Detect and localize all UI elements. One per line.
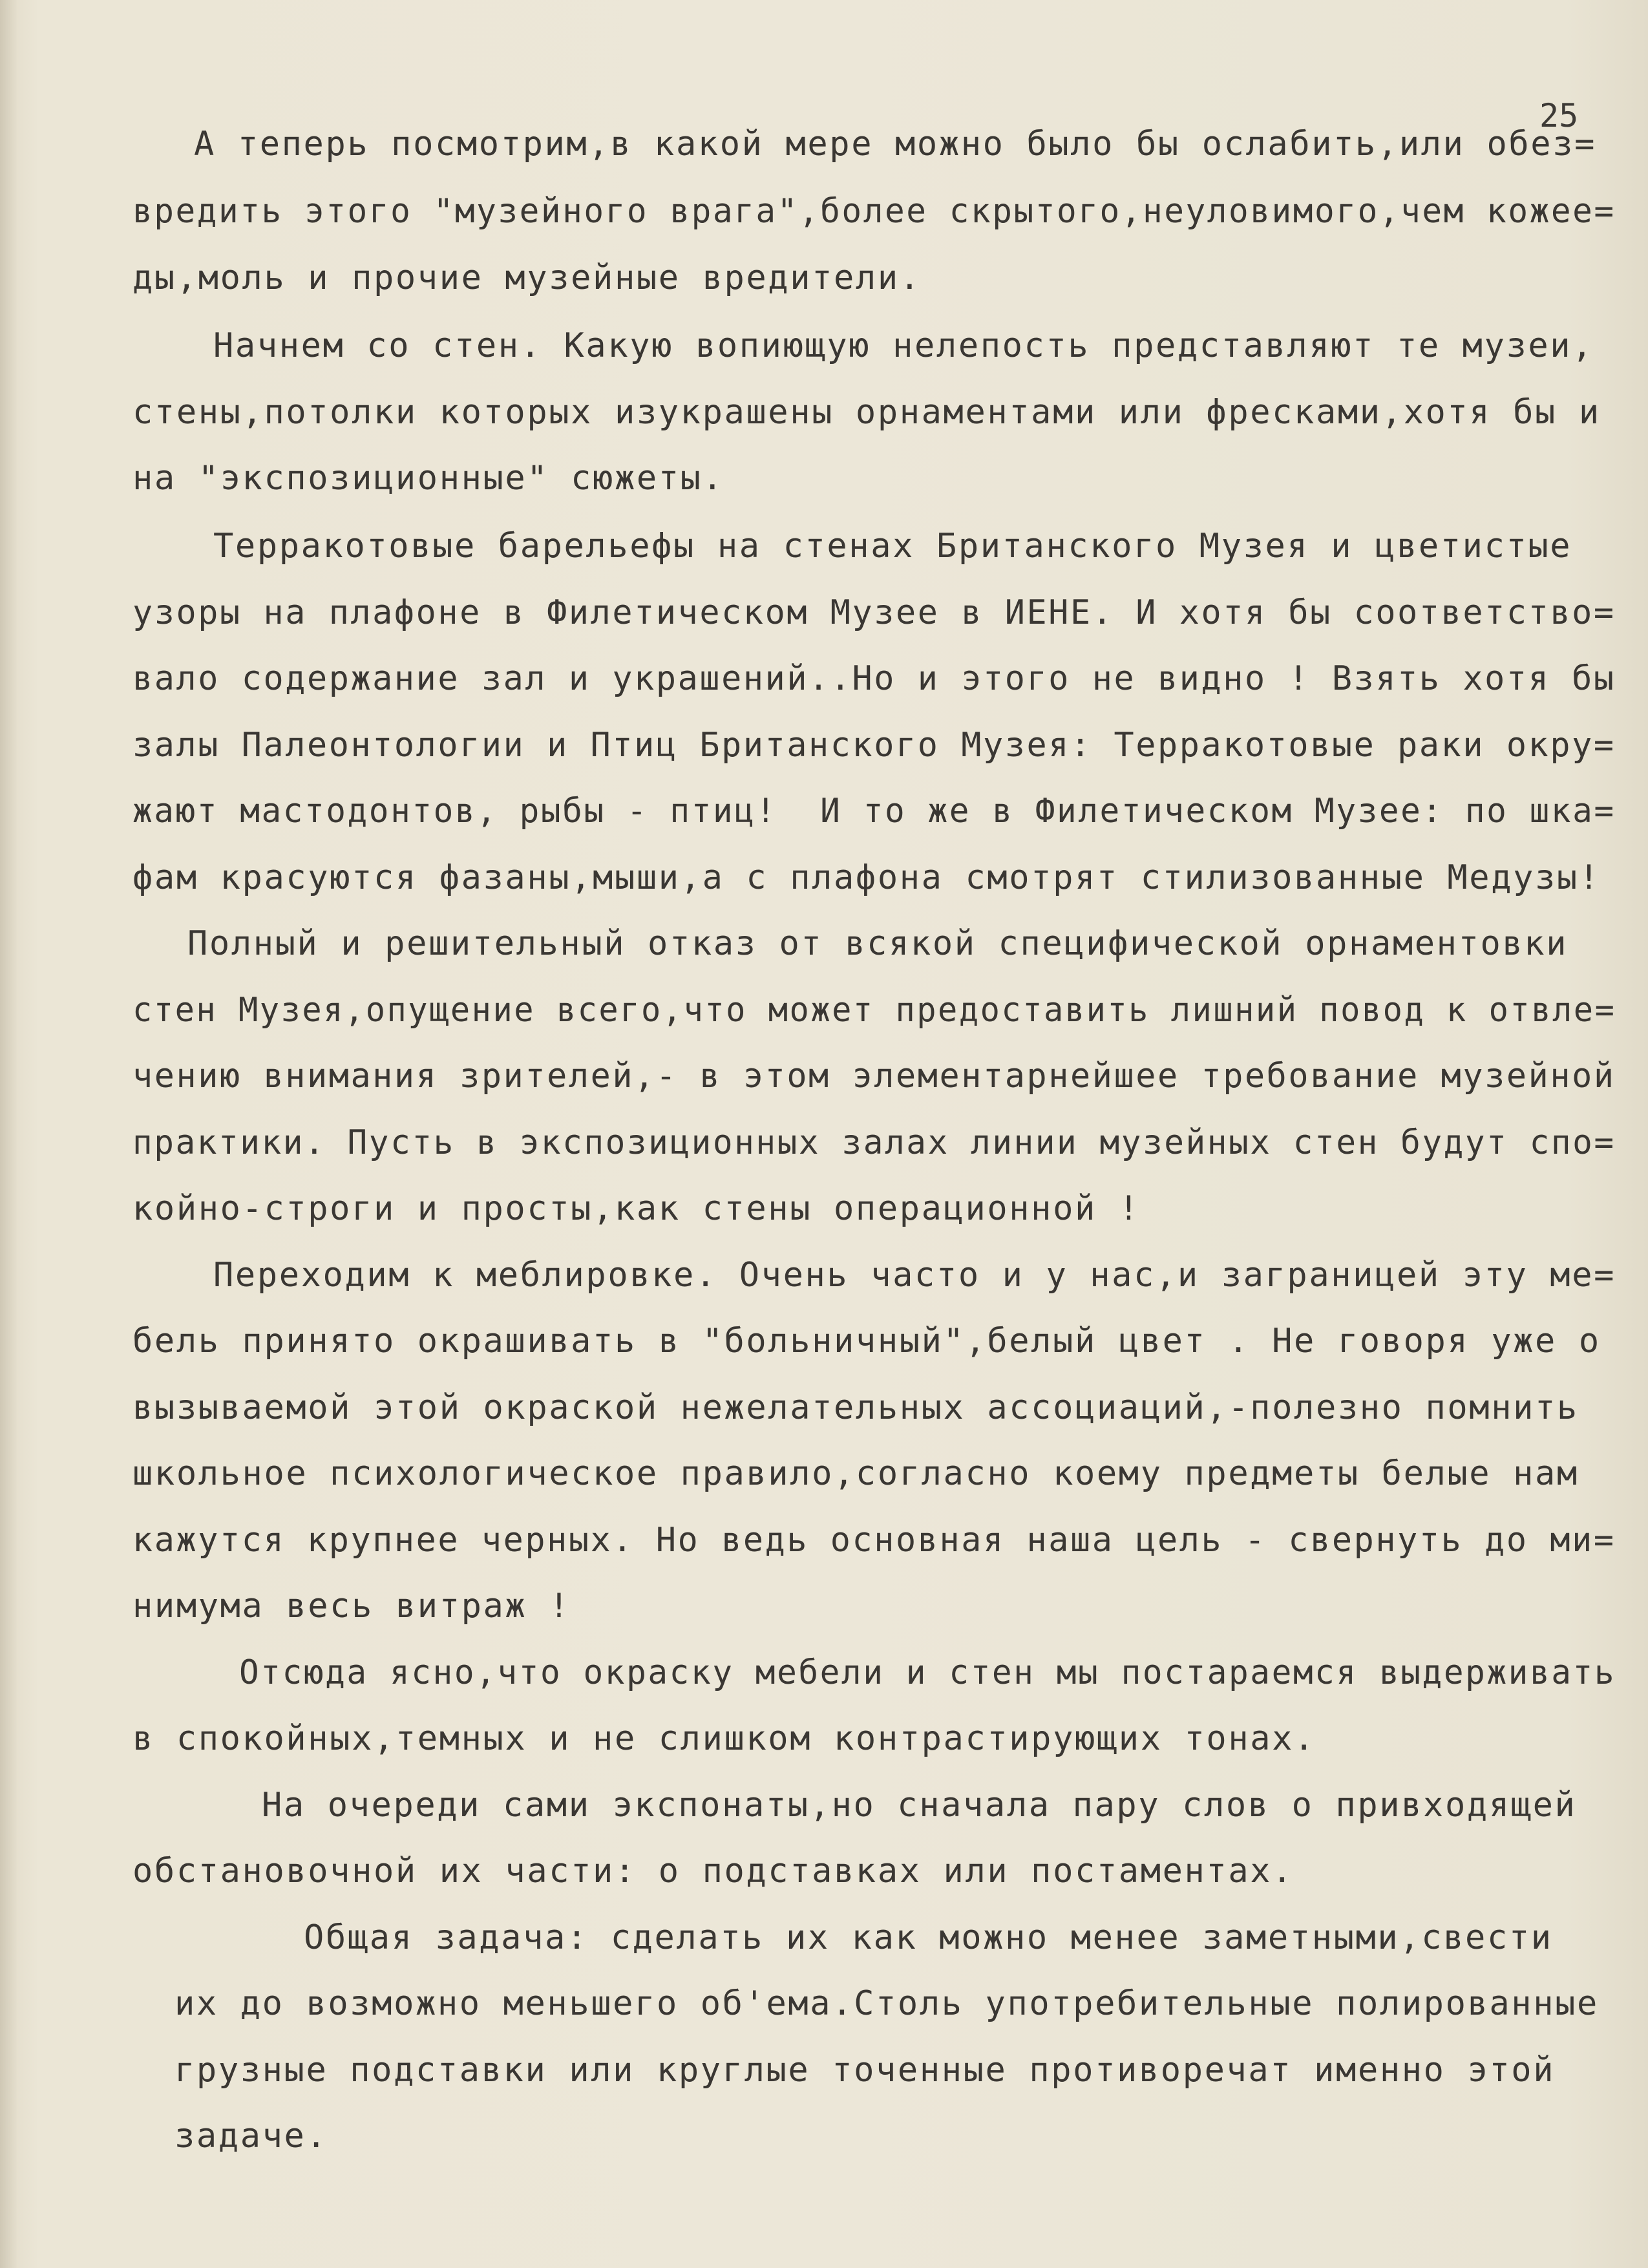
text-line: в спокойных,темных и не слишком контрастирующих тонах. [132, 1719, 1316, 1758]
text-line: вало содержание зал и украшений..Но и этого не видно ! Взять хотя бы [132, 659, 1616, 698]
text-line: А теперь посмотрим,в какой мере можно было бы ослабить,или обез= [194, 125, 1597, 164]
text-line: Полный и решительный отказ от всякой специфической орнаментовки [187, 924, 1569, 963]
text-line: практики. Пусть в экспозиционных залах линии музейных стен будут спо= [132, 1123, 1616, 1162]
text-line: жают мастодонтов, рыбы - птиц! И то же в Филетическом Музее: по шка= [132, 792, 1616, 831]
text-line: Терракотовые барельефы на стенах Британского Музея и цветистые [213, 527, 1572, 566]
text-line: стены,потолки которых изукрашены орнаментами или фресками,хотя бы и [132, 393, 1601, 432]
text-line: их до возможно меньшего об'ема.Столь употребительные полированные [174, 1984, 1599, 2023]
text-line: Общая задача: сделать их как можно менее заметными,свести [304, 1918, 1553, 1957]
page-number: 25 [1539, 97, 1579, 134]
text-line: обстановочной их части: о подставках или постаментах. [132, 1852, 1294, 1891]
text-line: фам красуются фазаны,мыши,а с плафона смотрят стилизованные Медузы! [132, 858, 1601, 897]
text-line: Переходим к меблировке. Очень часто и у нас,и заграницей эту ме= [213, 1256, 1616, 1295]
text-line: кажутся крупнее черных. Но ведь основная наша цель - свернуть до ми= [132, 1521, 1616, 1560]
text-line: вредить этого "музейного врага",более скрытого,неуловимого,чем кожее= [132, 192, 1616, 231]
text-line: Отсюда ясно,что окраску мебели и стен мы постараемся выдерживать [239, 1653, 1616, 1692]
text-line: залы Палеонтологии и Птиц Британского Музея: Терракотовые раки окру= [132, 726, 1616, 765]
text-line: койно-строги и просты,как стены операционной ! [132, 1189, 1141, 1228]
text-line: Начнем со стен. Какую вопиющую нелепость представляют те музеи, [213, 326, 1594, 365]
text-line: чению внимания зрителей,- в этом элементарнейшее требование музейной [132, 1057, 1616, 1096]
text-line: стен Музея,опущение всего,что может предоставить лишний повод к отвле= [132, 991, 1616, 1030]
text-line: бель принято окрашивать в "больничный",белый цвет . Не говоря уже о [132, 1322, 1601, 1361]
text-line: нимума весь витраж ! [132, 1587, 571, 1626]
text-line: грузные подставки или круглые точенные противоречат именно этой [174, 2051, 1556, 2090]
text-line: вызываемой этой окраской нежелательных ассоциаций,-полезно помнить [132, 1388, 1579, 1427]
text-line: на "экспозиционные" сюжеты. [132, 459, 724, 498]
text-line: На очереди сами экспонаты,но сначала пару слов о привходящей [262, 1786, 1577, 1825]
text-line: школьное психологическое правило,согласно коему предметы белые нам [132, 1454, 1579, 1493]
text-line: узоры на плафоне в Филетическом Музее в ИЕНЕ. И хотя бы соответство= [132, 593, 1616, 632]
text-line: задаче. [174, 2117, 328, 2156]
text-line: ды,моль и прочие музейные вредители. [132, 259, 922, 297]
